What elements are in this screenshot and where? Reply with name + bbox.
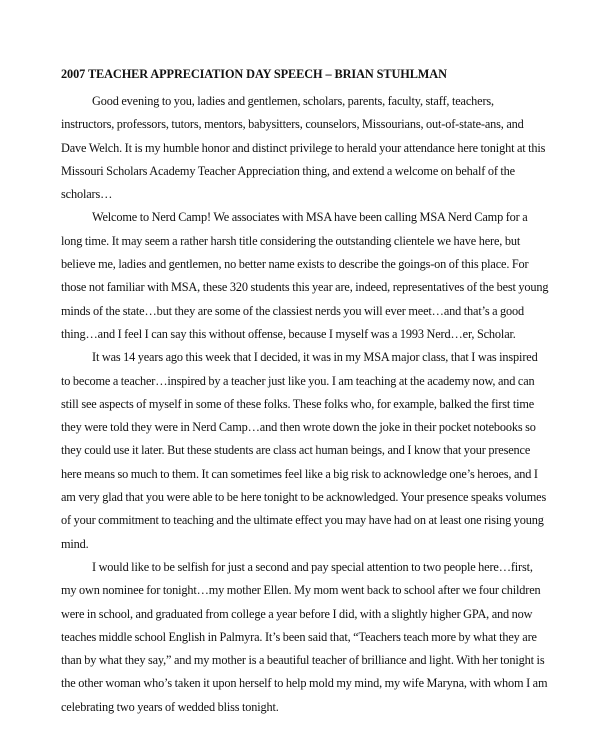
speech-body: [61, 66, 549, 719]
speech-title: 2007 TEACHER APPRECIATION DAY SPEECH – BRIAN STUHLMAN: [61, 67, 447, 81]
paragraph-dedication: I would like to be selfish for just a second and pay special attention to two people here…first, my own nominee for tonight…my mother Ellen. My mom went back to school after we four children were in school, and graduated from college a year before I did, with a slightly higher GPA, and now teaches middle school English in Palmyra. It’s been said that, “Teachers teach more by what they are than by what they say,” and my mother is a beautiful teacher of brilliance and light. With her tonight is the other woman who’s taken it upon herself to help mold my mind, my wife Maryna, with whom I am celebrating two years of wedded bliss tonight.: [61, 559, 548, 714]
paragraph-inspiration: It was 14 years ago this week that I decided, it was in my MSA major class, that I was inspired to become a teacher…inspired by a teacher just like you. I am teaching at the academy now, and can still see aspects of myself in some of these folks. These folks who, for example, balked the first time they were told they were in Nerd Camp…and then wrote down the joke in their pocket notebooks so they could use it later. But these students are class act human beings, and I know that your presence here means so much to them. It can sometimes feel like a big risk to acknowledge one’s heroes, and I am very glad that you were able to be here tonight to be acknowledged. Your presence speaks volumes of your commitment to teaching and the ultimate effect you may have had on at least one rising young mind.: [61, 350, 547, 551]
paragraph-nerd-camp: Welcome to Nerd Camp! We associates with MSA have been calling MSA Nerd Camp for a long time. It may seem a rather harsh title considering the outstanding clientele we have here, but believe me, ladies and gentlemen, no better name exists to describe the goings-on of this place. For those not familiar with MSA, these 320 students this year are, indeed, representatives of the best young minds of the state…but they are some of the classiest nerds you will ever meet…and that’s a good thing…and I feel I can say this without offense, because I myself was a 1993 Nerd…er, Scholar.: [61, 210, 549, 341]
paragraph-welcome: Good evening to you, ladies and gentlemen, scholars, parents, faculty, staff, teachers, instructors, professors, tutors, mentors, babysitters, counselors, Missourians, out-of-state-ans, and Dave Welch. It is my humble honor and distinct privilege to herald your attendance here tonight at this Missouri Scholars Academy Teacher Appreciation thing, and extend a welcome on behalf of the scholars…: [61, 94, 546, 202]
